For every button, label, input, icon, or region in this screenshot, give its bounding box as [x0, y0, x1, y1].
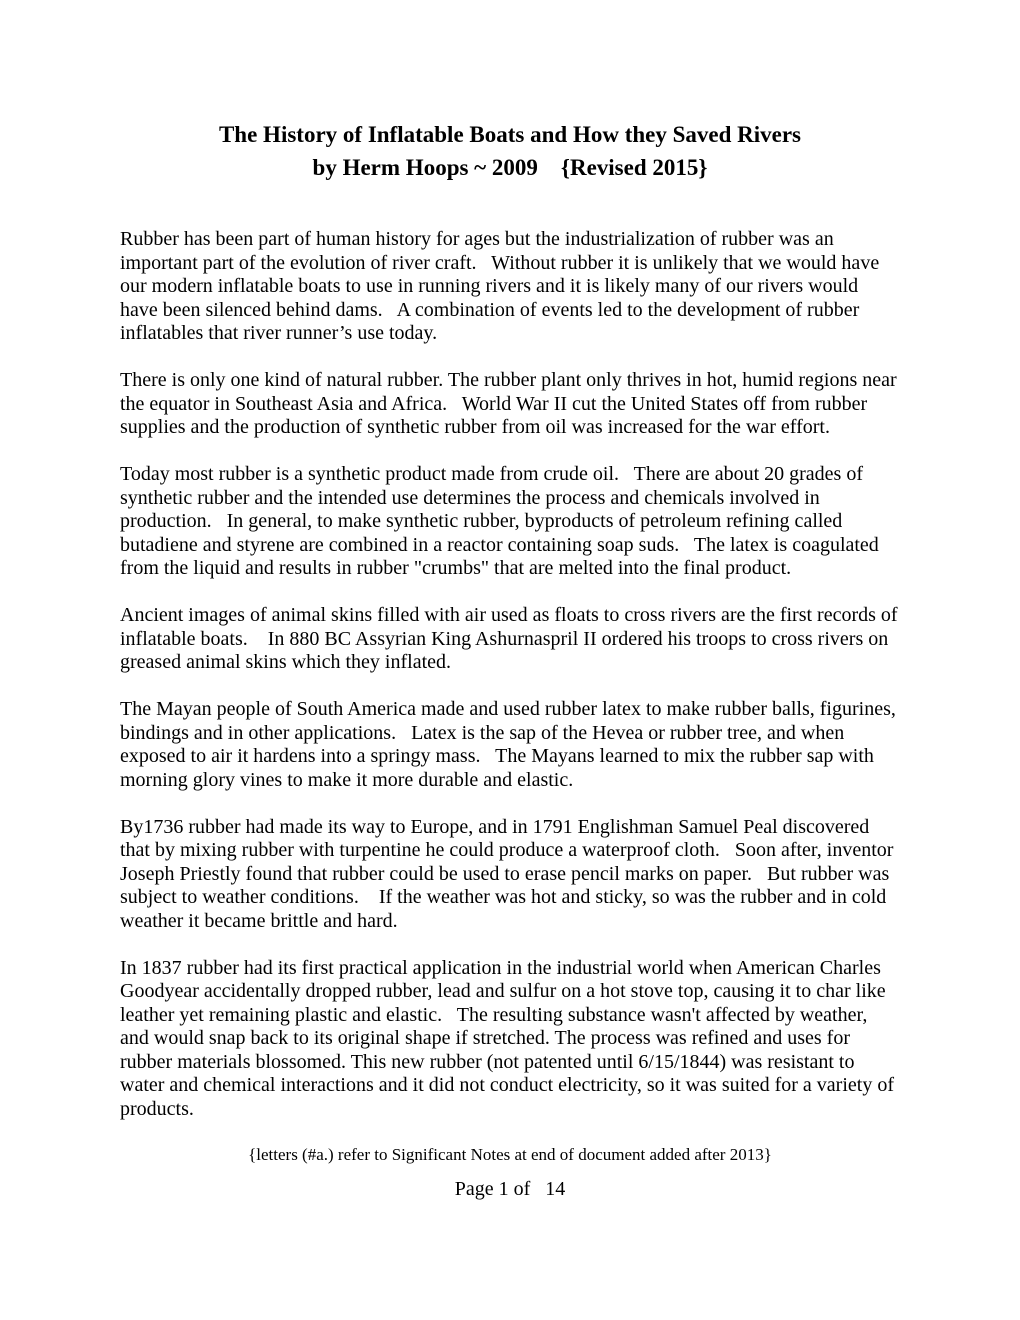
paragraph-synthetic-rubber: Today most rubber is a synthetic product made from crude oil. There are about 20 grades of synthetic rubber and the intended use determines the process and chemicals involved in production. In general, to make synthetic rubber, byproducts of petroleum refining called butadiene and styrene are combined in a reactor containing soap suds. The latex is coagulated from the liquid and results in rubber "crumbs" that are melted into the final product. — [120, 463, 884, 579]
significant-notes-footnote: {letters (#a.) refer to Significant Notes at end of document added after 2013} — [248, 1144, 772, 1164]
title-line-2: by Herm Hoops ~ 2009 {Revised 2015} — [312, 155, 708, 180]
paragraph-natural-rubber: There is only one kind of natural rubber. The rubber plant only thrives in hot, humid regions near the equator in Southeast Asia and Africa. World War II cut the United States off from rubber supplies and the production of synthetic rubber from oil was increased for the war effort. — [120, 369, 902, 438]
document-title — [120, 118, 900, 184]
page-number: Page 1 of 14 — [454, 1177, 566, 1200]
paragraph-mayan-people: The Mayan people of South America made and used rubber latex to make rubber balls, figurines, bindings and in other applications. Latex is the sap of the Hevea or rubber tree, and when exposed to air it hardens into a springy mass. The Mayans learned to mix the rubber sap with morning glory vines to make it more durable and elastic. — [120, 698, 901, 791]
paragraph-ancient-images: Ancient images of animal skins filled with air used as floats to cross rivers are the first records of inflatable boats. In 880 BC Assyrian King Ashurnaspril II ordered his troops to cross rivers on greased animal skins which they inflated. — [120, 604, 903, 673]
title-line-1: The History of Inflatable Boats and How they Saved Rivers — [218, 122, 802, 147]
paragraph-goodyear: In 1837 rubber had its first practical application in the industrial world when American Charles Goodyear accidentally dropped rubber, lead and sulfur on a hot stove top, causing it to char like leather yet remaining plastic and elastic. The resulting substance wasn't affected by weather, and would snap back to its original shape if stretched. The process was refined and uses for rubber materials blossomed. This new rubber (not patented until 6/15/1844) was resistant to water and chemical interactions and it did not conduct electricity, so it was suited for a variety of products. — [120, 956, 899, 1120]
paragraph-rubber-europe: By1736 rubber had made its way to Europe, and in 1791 Englishman Samuel Peal discovered that by mixing rubber with turpentine he could produce a waterproof cloth. Soon after, inventor Joseph Priestly found that rubber could be used to erase pencil marks on paper. But rubber was subject to weather conditions. If the weather was hot and sticky, so was the rubber and in cold weather it became brittle and hard. — [120, 815, 899, 932]
paragraph-rubber-history: Rubber has been part of human history for ages but the industrialization of rubber was an important part of the evolution of river craft. Without rubber it is unlikely that we would have our modern inflatable boats to use in running rivers and it is likely many of our rivers would have been silenced behind dams. A combination of events led to the development of rubber inflatables that river runner’s use today. — [120, 228, 885, 344]
document-body — [120, 228, 903, 1121]
